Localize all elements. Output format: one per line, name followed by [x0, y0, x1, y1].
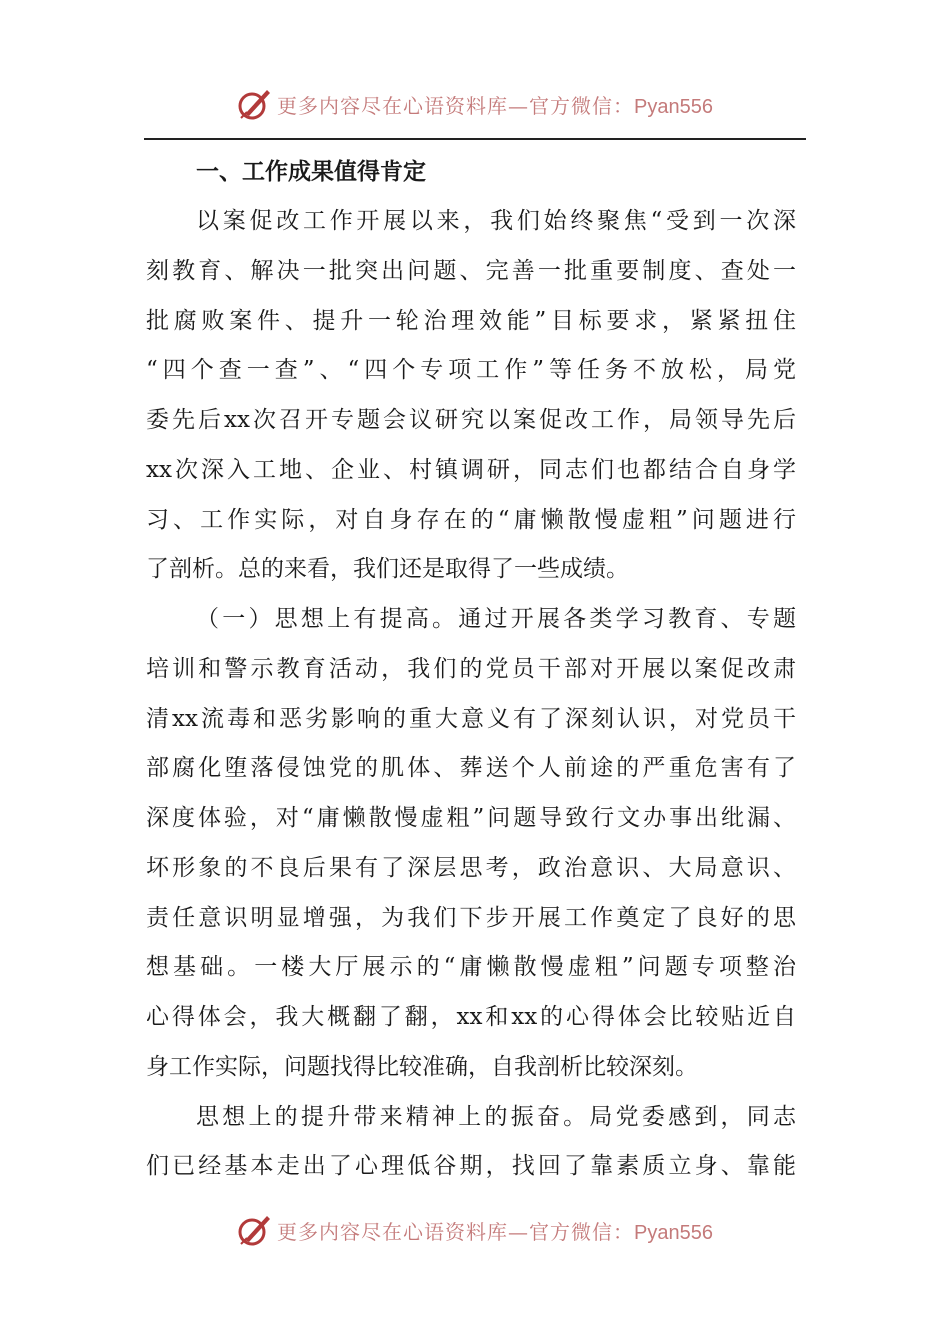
- footer-banner: [0, 1210, 950, 1250]
- text-line: 坏形象的不良后果有了深层思考，政治意识、大局意识、: [146, 854, 796, 881]
- section-heading: 一、工作成果值得肯定: [196, 159, 426, 185]
- document-body: [146, 147, 796, 1192]
- paragraph-3: [146, 1093, 796, 1193]
- text-line: 培训和警示教育活动，我们的党员干部对开展以案促改肃: [146, 655, 796, 682]
- text-line: 了剖析。总的来看，我们还是取得了一些成绩。: [146, 556, 629, 583]
- banner-text: 更多内容尽在心语资料库—官方微信：Pyan556: [277, 1219, 713, 1244]
- text-line: “四个查一查”、“四个专项工作”等任务不放松，局党: [146, 357, 796, 384]
- text-line: 委先后xx次召开专题会议研究以案促改工作，局领导先后: [146, 407, 796, 433]
- text-line: 深度体验，对“庸懒散慢虚粗”问题导致行文办事出纰漏、: [146, 805, 796, 831]
- quill-logo-icon: [237, 86, 273, 122]
- text-line: 习、工作实际，对自身存在的“庸懒散慢虚粗”问题进行: [146, 506, 796, 533]
- paragraph-1: [146, 197, 796, 595]
- text-line: 以案促改工作开展以来，我们始终聚焦“受到一次深: [196, 208, 796, 234]
- text-line: 刻教育、解决一批突出问题、完善一批重要制度、查处一: [146, 257, 796, 284]
- text-line: 想基础。一楼大厅展示的“庸懒散慢虚粗”问题专项整治: [146, 954, 796, 981]
- banner-text: 更多内容尽在心语资料库—官方微信：Pyan556: [277, 93, 713, 118]
- text-line: 身工作实际，问题找得比较准确，自我剖析比较深刻。: [146, 1053, 698, 1080]
- header-banner: [0, 84, 950, 124]
- wechat-id: Pyan556: [634, 1221, 713, 1244]
- text-line: 清xx流毒和恶劣影响的重大意义有了深刻认识，对党员干: [146, 705, 796, 732]
- text-line: 责任意识明显增强，为我们下步开展工作奠定了良好的思: [146, 904, 796, 931]
- text-line: 批腐败案件、提升一轮治理效能”目标要求，紧紧扭住: [146, 307, 796, 334]
- text-line: （一）思想上有提高。通过开展各类学习教育、专题: [196, 606, 796, 632]
- text-line: 心得体会，我大概翻了翻，xx和xx的心得体会比较贴近自: [146, 1004, 796, 1030]
- text-line: 们已经基本走出了心理低谷期，找回了靠素质立身、靠能: [146, 1153, 796, 1180]
- wechat-id: Pyan556: [634, 95, 713, 118]
- text-line: 思想上的提升带来精神上的振奋。局党委感到，同志: [196, 1103, 796, 1130]
- quill-logo-icon: [237, 1212, 273, 1248]
- paragraph-2: [146, 595, 796, 1093]
- header-divider: [144, 138, 806, 140]
- text-line: xx次深入工地、企业、村镇调研，同志们也都结合自身学: [146, 456, 796, 483]
- text-line: 部腐化堕落侵蚀党的肌体、葬送个人前途的严重危害有了: [146, 755, 796, 782]
